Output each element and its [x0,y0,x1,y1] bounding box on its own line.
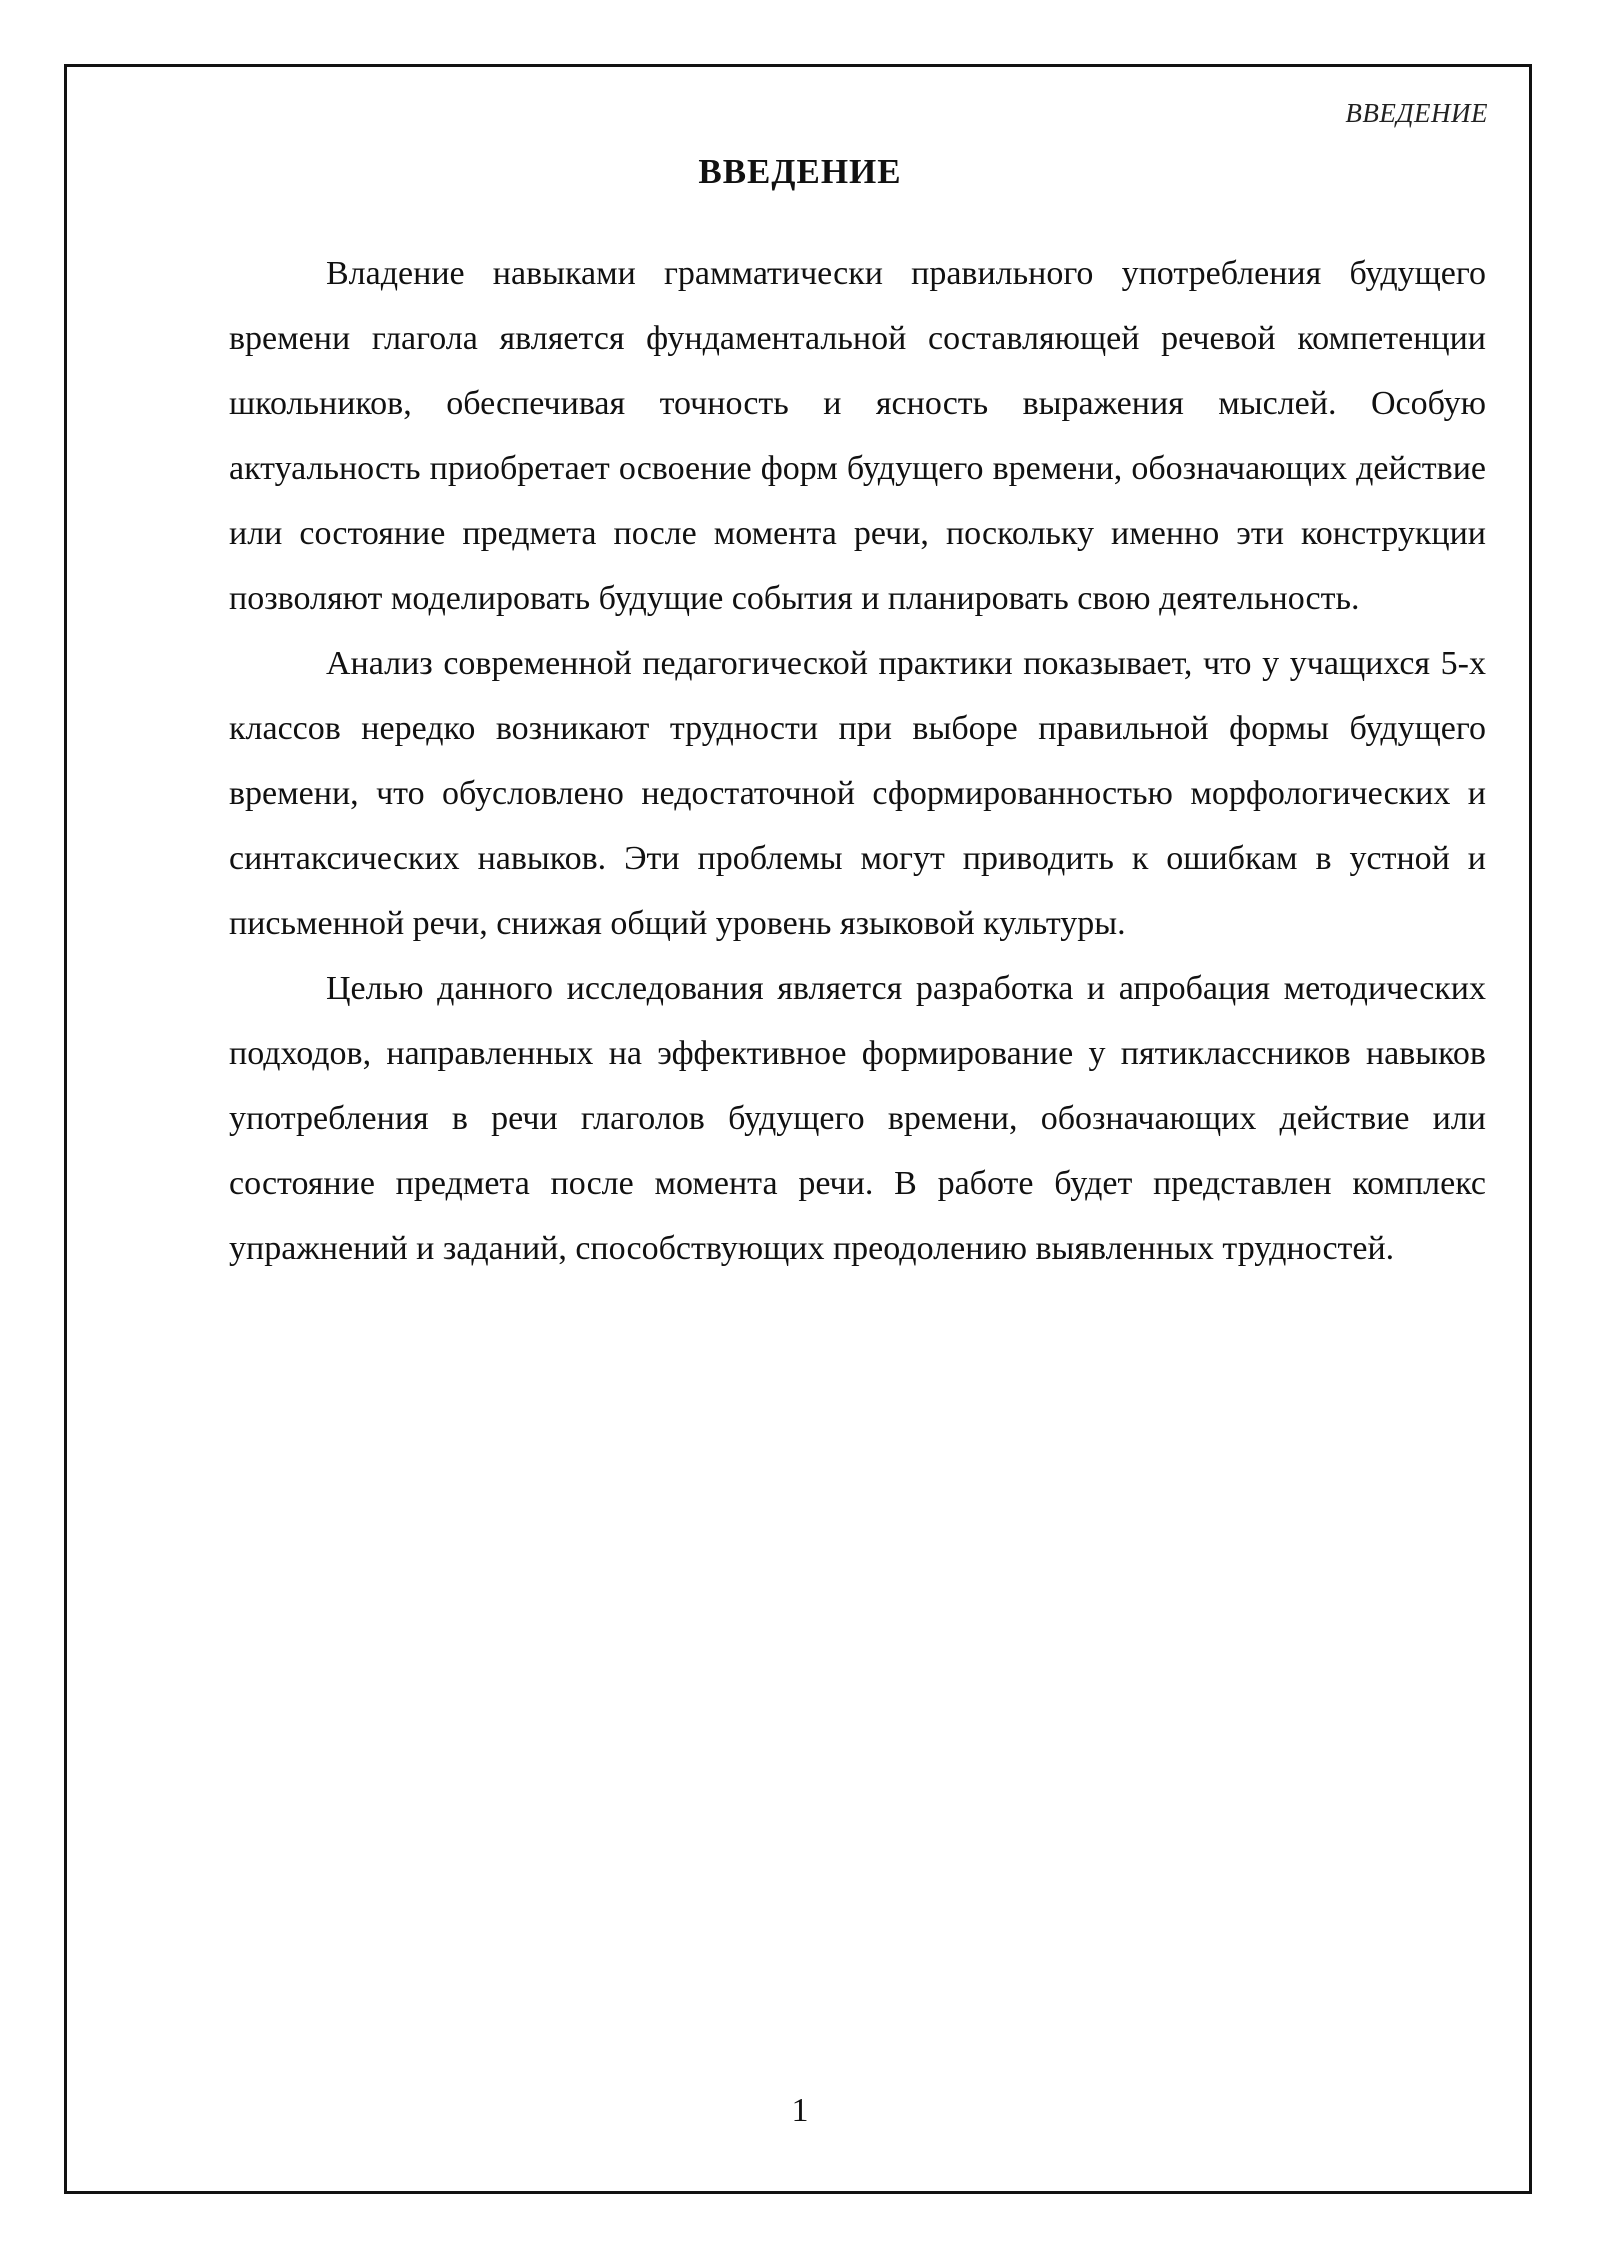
paragraph: Целью данного исследования является разработка и апробация методических подходов, направленных на эффективное формирование у пятиклассников навыков употребления в речи глаголов будущего времени, обозначающих действие или состояние предмета после момента речи. В работе будет представлен комплекс упражнений и заданий, способствующих преодолению выявленных трудностей. [229,970,1486,1267]
page-title: ВВЕДЕНИЕ [698,152,902,191]
paragraph: Владение навыками грамматически правильного употребления будущего времени глагола является фундаментальной составляющей речевой компетенции школьников, обеспечивая точность и ясность выражения мыслей. Особую актуальность приобретает освоение форм будущего времени, обозначающих действие или состояние предмета после момента речи, поскольку именно эти конструкции позволяют моделировать будущие события и планировать свою деятельность. [229,255,1486,617]
page-number: 1 [791,2092,809,2129]
paragraph: Анализ современной педагогической практики показывает, что у учащихся 5-х классов нередко возникают трудности при выборе правильной формы будущего времени, что обусловлено недостаточной сформированностью морфологических и синтаксических навыков. Эти проблемы могут приводить к ошибкам в устной и письменной речи, снижая общий уровень языковой культуры. [229,645,1486,942]
running-header: ВВЕДЕНИЕ [1345,98,1488,128]
body-text [229,241,1486,1281]
